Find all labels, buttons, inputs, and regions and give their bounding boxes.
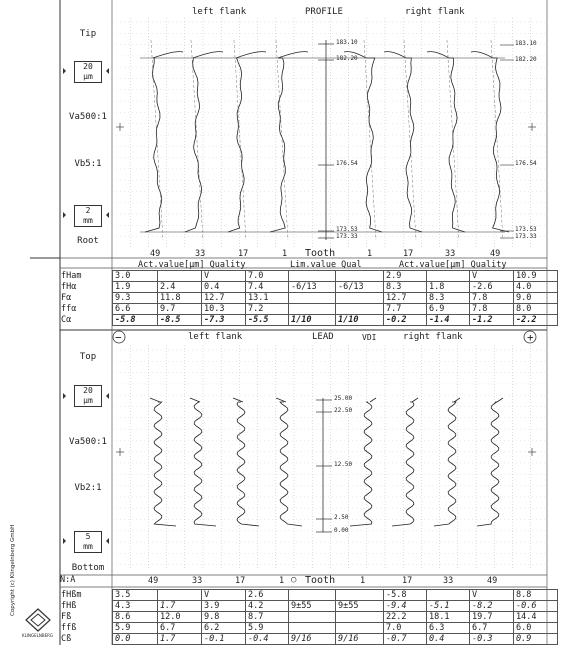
profile-right-scale-tick: 182.20 <box>515 56 537 63</box>
table-row <box>113 623 558 634</box>
table-cell: -0.4 <box>246 634 289 645</box>
profile-tip-label: Tip <box>79 29 97 39</box>
profile-flank-trace <box>145 58 162 232</box>
scale-arrow-icon <box>106 212 109 218</box>
table-cell: -2.2 <box>514 315 558 326</box>
table-cell: 3.5 <box>113 590 158 601</box>
table-row-label: fHß <box>61 601 77 611</box>
table-row-label: fHßm <box>61 590 82 600</box>
lead-scale-tick: 25.00 <box>334 395 353 402</box>
profile-tooth-number: 49 <box>150 249 161 259</box>
table-cell: -0.1 <box>202 634 246 645</box>
table-cell: 9/16 <box>289 634 336 645</box>
lead-tooth-number: 49 <box>487 576 498 586</box>
lead-tooth-number: 1 <box>279 576 285 586</box>
table-cell: 12.7 <box>384 293 427 304</box>
profile-act-value-header-right: Act.value[µm] Quality <box>399 260 507 270</box>
table-row <box>113 293 558 304</box>
table-cell: 7.7 <box>384 304 427 315</box>
profile-scale-tick: 176.54 <box>336 160 358 167</box>
table-cell <box>336 623 384 634</box>
lead-scale-tick: 0.00 <box>334 527 349 534</box>
table-cell: 9.0 <box>514 293 558 304</box>
table-cell: -0.3 <box>470 634 514 645</box>
table-cell: -9.4 <box>384 601 427 612</box>
table-cell <box>289 590 336 601</box>
profile-tip-trace <box>278 52 308 58</box>
table-cell: 8.3 <box>427 293 470 304</box>
table-cell: 9.8 <box>202 612 246 623</box>
lead-flank-trace <box>154 402 176 526</box>
table-cell: 2.6 <box>246 590 289 601</box>
table-cell: 5.9 <box>113 623 158 634</box>
lead-tooth-number: 17 <box>402 576 413 586</box>
table-cell <box>289 293 336 304</box>
table-cell <box>289 304 336 315</box>
table-cell: V <box>470 271 514 282</box>
table-cell: 12.7 <box>202 293 246 304</box>
lead-tooth-label: Tooth <box>305 575 336 586</box>
profile-right-scale-tick: 183.10 <box>515 40 537 47</box>
lead-scale-box-mm: 5 mm <box>74 531 102 553</box>
table-cell: 6.9 <box>427 304 470 315</box>
profile-right-scale-tick: 173.33 <box>515 233 537 240</box>
table-cell: 11.8 <box>158 293 202 304</box>
profile-reference-line <box>151 40 163 240</box>
table-row-label: Fα <box>61 293 72 303</box>
lead-flank-trace <box>280 402 302 526</box>
lead-top-trace <box>150 398 160 402</box>
lead-vb-label: Vb2:1 <box>74 483 102 493</box>
table-cell: 1.8 <box>427 282 470 293</box>
table-cell: 0.4 <box>427 634 470 645</box>
table-cell: 9±55 <box>336 601 384 612</box>
profile-tooth-number: 17 <box>403 249 414 259</box>
lead-top-trace <box>233 398 243 402</box>
logo-wordmark: KLINGELNBERG <box>22 633 54 638</box>
table-cell <box>289 623 336 634</box>
table-cell: 6.7 <box>158 623 202 634</box>
lead-title: LEAD <box>312 332 334 342</box>
profile-scale-box-mm: 2 mm <box>74 205 102 227</box>
profile-vb-label: Vb5:1 <box>74 159 102 169</box>
table-row <box>113 271 558 282</box>
table-cell <box>336 304 384 315</box>
table-cell: 1.7 <box>158 601 202 612</box>
lead-top-trace <box>454 398 460 402</box>
profile-tip-trace <box>236 52 266 58</box>
lead-flank-trace <box>434 402 456 526</box>
table-cell: -7.3 <box>202 315 246 326</box>
profile-root-label: Root <box>77 236 99 246</box>
lead-left-flank-label: left flank <box>188 332 243 342</box>
lead-table-grid <box>112 589 558 645</box>
lead-tooth-number: 49 <box>148 576 159 586</box>
table-cell: 22.2 <box>384 612 427 623</box>
table-cell: -1.4 <box>427 315 470 326</box>
profile-tooth-number: 33 <box>195 249 206 259</box>
table-cell: 8.8 <box>514 590 558 601</box>
profile-tooth-number: 33 <box>445 249 456 259</box>
table-cell: -0.7 <box>384 634 427 645</box>
table-cell: -6/13 <box>336 282 384 293</box>
profile-scale-box-um: 20 µm <box>74 61 102 83</box>
table-cell: 1/10 <box>336 315 384 326</box>
table-cell: 7.2 <box>246 304 289 315</box>
table-cell: 7.0 <box>246 271 289 282</box>
scale-arrow-icon <box>63 538 66 544</box>
lead-na-label: N:A <box>60 575 76 585</box>
table-cell: 0.0 <box>113 634 158 645</box>
profile-right-scale-tick: 176.54 <box>515 160 537 167</box>
table-cell: 18.1 <box>427 612 470 623</box>
table-cell: 6.0 <box>514 623 558 634</box>
table-cell: 19.7 <box>470 612 514 623</box>
table-cell <box>289 612 336 623</box>
profile-scale-tick: 173.33 <box>336 233 358 240</box>
table-cell <box>427 271 470 282</box>
table-cell: 0.4 <box>202 282 246 293</box>
table-cell: 10.9 <box>514 271 558 282</box>
lead-tooth-number: 1 <box>360 576 366 586</box>
profile-flank-trace <box>228 58 244 232</box>
table-row <box>113 634 558 645</box>
profile-tip-trace <box>471 52 493 58</box>
table-cell: 3.9 <box>202 601 246 612</box>
table-row-label: fHα <box>61 282 77 292</box>
scale-arrow-icon <box>63 68 66 74</box>
table-cell: -5.8 <box>384 590 427 601</box>
table-cell: 6.7 <box>470 623 514 634</box>
lead-va-label: Va500:1 <box>69 437 107 447</box>
table-row <box>113 601 558 612</box>
table-row-label: Fß <box>61 612 72 622</box>
scale-arrow-icon <box>106 393 109 399</box>
lead-flank-trace <box>350 402 372 526</box>
profile-scale-tick: 182.20 <box>336 55 358 62</box>
profile-scale-tick: 183.10 <box>336 39 358 46</box>
scale-arrow-icon <box>106 538 109 544</box>
table-cell: 9.3 <box>113 293 158 304</box>
table-cell <box>427 590 470 601</box>
lead-top-trace <box>370 398 376 402</box>
lead-bottom-label: Bottom <box>71 563 105 573</box>
scale-arrow-icon <box>63 212 66 218</box>
profile-table-grid <box>112 270 558 326</box>
table-cell: -6/13 <box>289 282 336 293</box>
table-cell <box>336 271 384 282</box>
table-cell: 7.8 <box>470 293 514 304</box>
lead-flank-trace <box>392 402 414 526</box>
profile-tooth-number: 17 <box>238 249 249 259</box>
table-cell: 8.0 <box>514 304 558 315</box>
lead-scale-tick: 2.50 <box>334 514 349 521</box>
table-cell: -5.1 <box>427 601 470 612</box>
table-cell: 12.0 <box>158 612 202 623</box>
lead-scale-tick: 22.50 <box>334 407 353 414</box>
profile-right-flank-label: right flank <box>405 7 465 17</box>
profile-tip-trace <box>427 52 449 58</box>
table-cell: 4.2 <box>246 601 289 612</box>
table-cell: 13.1 <box>246 293 289 304</box>
table-cell: -2.6 <box>470 282 514 293</box>
table-cell: 10.3 <box>202 304 246 315</box>
scale-arrow-icon <box>63 393 66 399</box>
table-cell: V <box>202 271 246 282</box>
table-cell: 5.9 <box>246 623 289 634</box>
profile-right-scale-tick: 173.53 <box>515 226 537 233</box>
profile-tooth-number: 1 <box>282 249 288 259</box>
profile-scale-tick: 173.53 <box>336 226 358 233</box>
scale-arrow-icon <box>106 68 109 74</box>
lead-scale-tick: 12.50 <box>334 461 353 468</box>
lead-top-trace <box>497 398 503 402</box>
table-cell: 8.7 <box>246 612 289 623</box>
table-cell: 8.3 <box>384 282 427 293</box>
table-cell: 7.0 <box>384 623 427 634</box>
table-cell: 6.6 <box>113 304 158 315</box>
table-row-label: Cα <box>61 315 72 325</box>
table-row-label: Cß <box>61 634 72 644</box>
table-cell: 1/10 <box>289 315 336 326</box>
table-row-label: ffß <box>61 623 77 633</box>
table-row <box>113 315 558 326</box>
table-cell: 3.0 <box>113 271 158 282</box>
profile-tip-trace <box>384 52 406 58</box>
lead-top-trace <box>412 398 418 402</box>
table-cell: -1.2 <box>470 315 514 326</box>
lead-tooth-number: 33 <box>443 576 454 586</box>
profile-flank-trace <box>270 58 285 232</box>
table-cell: 9±55 <box>289 601 336 612</box>
lead-top-label: Top <box>79 352 97 362</box>
lead-tooth-number: 17 <box>235 576 246 586</box>
table-cell: 4.0 <box>514 282 558 293</box>
table-cell: 8.6 <box>113 612 158 623</box>
table-cell <box>336 293 384 304</box>
table-cell: 2.9 <box>384 271 427 282</box>
table-row <box>113 612 558 623</box>
lead-vdi-label: VDI <box>362 333 377 342</box>
table-cell: -5.5 <box>246 315 289 326</box>
table-row <box>113 304 558 315</box>
lead-tooth-number: 33 <box>192 576 203 586</box>
lead-plus-symbol: + <box>527 331 534 344</box>
table-cell: 7.4 <box>246 282 289 293</box>
table-cell <box>336 590 384 601</box>
table-cell <box>336 612 384 623</box>
profile-tooth-number: 49 <box>490 249 501 259</box>
table-cell: 1.9 <box>113 282 158 293</box>
lead-scale-box-um: 20 µm <box>74 385 102 407</box>
profile-act-value-header-left: Act.value[µm] Quality <box>138 260 246 270</box>
lead-flank-trace <box>194 402 216 526</box>
table-row-label: fHam <box>61 271 82 281</box>
lead-flank-trace <box>237 402 259 526</box>
table-cell: 0.9 <box>514 634 558 645</box>
profile-reference-line <box>491 40 503 240</box>
lead-tooth-circle-icon: ○ <box>291 575 297 585</box>
table-cell: -0.2 <box>384 315 427 326</box>
table-cell: 4.3 <box>113 601 158 612</box>
profile-reference-line <box>276 40 288 240</box>
lead-minus-symbol: − <box>115 331 122 344</box>
table-cell: -5.8 <box>113 315 158 326</box>
lead-right-flank-label: right flank <box>403 332 463 342</box>
profile-tooth-label: Tooth <box>305 248 336 259</box>
table-cell <box>158 271 202 282</box>
profile-tip-trace <box>153 52 183 58</box>
copyright-text: Copyright (c) Klingelnberg GmbH <box>10 524 16 616</box>
table-cell: 6.2 <box>202 623 246 634</box>
table-cell: 1.7 <box>158 634 202 645</box>
table-cell: -0.6 <box>514 601 558 612</box>
table-row <box>113 590 558 601</box>
table-cell: -8.2 <box>470 601 514 612</box>
profile-tooth-number: 1 <box>367 249 373 259</box>
klingelnberg-logo-icon <box>24 608 52 632</box>
profile-lim-value-header: Lim.value Qual <box>290 260 362 270</box>
profile-tip-trace <box>193 52 223 58</box>
profile-flank-trace <box>185 58 202 232</box>
table-row <box>113 282 558 293</box>
table-cell <box>158 590 202 601</box>
table-cell: 9/16 <box>336 634 384 645</box>
table-cell: V <box>470 590 514 601</box>
profile-va-label: Va500:1 <box>69 112 107 122</box>
lead-top-trace <box>190 398 200 402</box>
table-cell <box>289 271 336 282</box>
table-cell: 14.4 <box>514 612 558 623</box>
table-cell: -8.5 <box>158 315 202 326</box>
table-row-label: ffα <box>61 304 77 314</box>
lead-flank-trace <box>477 402 499 526</box>
profile-reference-line <box>364 40 376 240</box>
profile-reference-line <box>404 40 416 240</box>
profile-reference-line <box>191 40 203 240</box>
profile-left-flank-label: left flank <box>192 7 247 17</box>
profile-title: PROFILE <box>305 7 343 17</box>
lead-top-trace <box>276 398 286 402</box>
table-cell: 6.3 <box>427 623 470 634</box>
table-cell: 9.7 <box>158 304 202 315</box>
table-cell: 2.4 <box>158 282 202 293</box>
table-cell: V <box>202 590 246 601</box>
table-cell: 7.8 <box>470 304 514 315</box>
